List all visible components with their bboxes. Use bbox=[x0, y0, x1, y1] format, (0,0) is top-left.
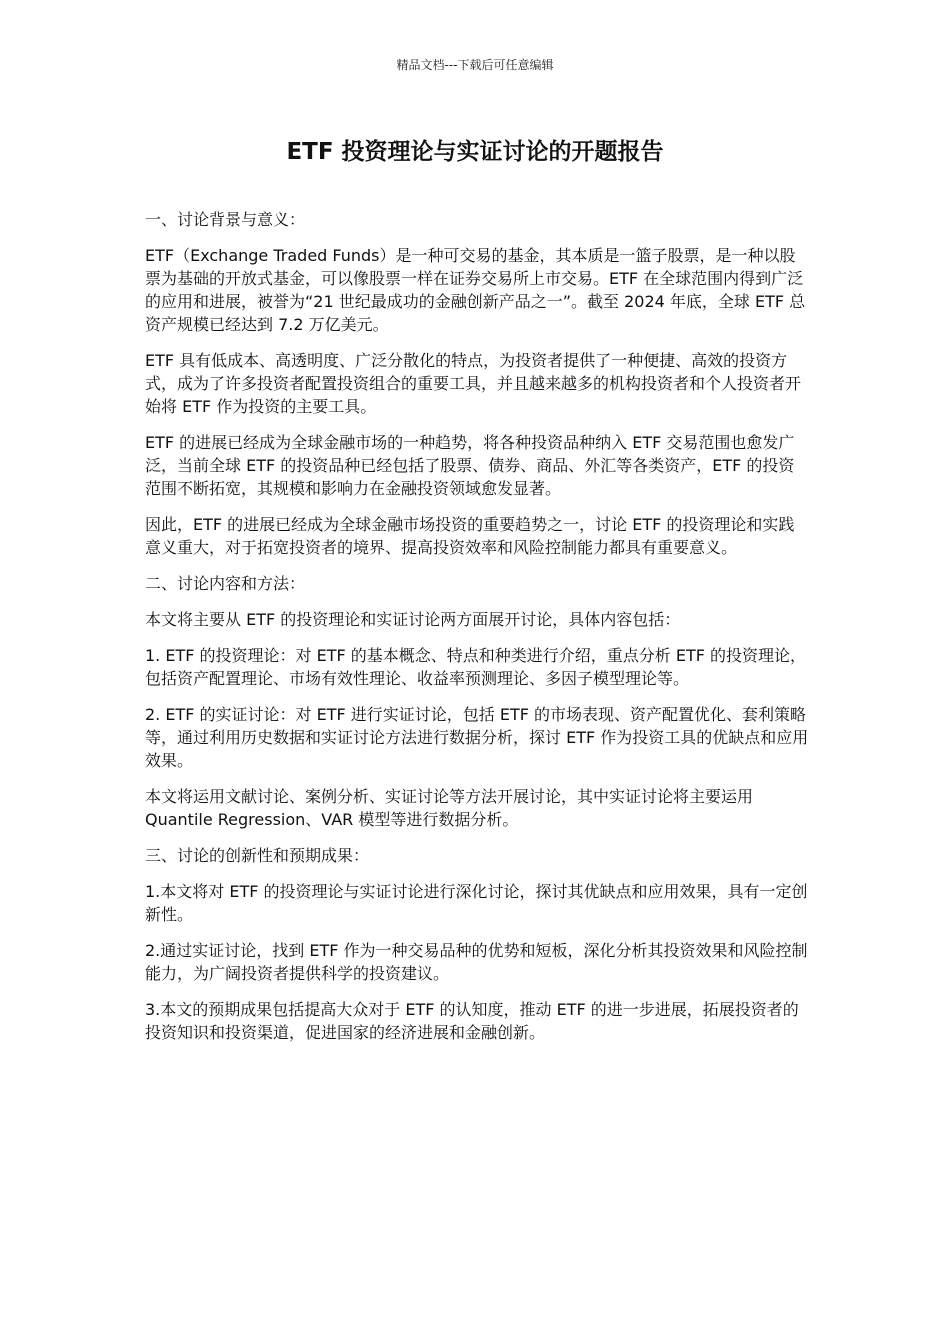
section-heading-background: 一、讨论背景与意义： bbox=[145, 210, 306, 229]
paragraph: 本文将主要从 ETF 的投资理论和实证讨论两方面展开讨论，具体内容包括： bbox=[145, 610, 681, 629]
section-heading-content-method: 二、讨论内容和方法： bbox=[145, 574, 306, 593]
paragraph: 本文将运用文献讨论、案例分析、实证讨论等方法开展讨论，其中实证讨论将主要运用 Quantile Regression、VAR 模型等进行数据分析。 bbox=[145, 787, 754, 829]
list-item: 2.通过实证讨论，找到 ETF 作为一种交易品种的优势和短板，深化分析其投资效果和风险控制能力，为广阔投资者提供科学的投资建议。 bbox=[145, 941, 808, 983]
document-body bbox=[145, 208, 810, 1057]
paragraph: ETF 的进展已经成为全球金融市场的一种趋势，将各种投资品种纳入 ETF 交易范围也愈发广泛，当前全球 ETF 的投资品种已经包括了股票、债券、商品、外汇等各类资产，ETF 的投资范围不断拓宽，其规模和影响力在金融投资领域愈发显著。 bbox=[145, 433, 795, 498]
section-heading-innovation: 三、讨论的创新性和预期成果： bbox=[145, 846, 370, 865]
paragraph: 因此，ETF 的进展已经成为全球金融市场投资的重要趋势之一，讨论 ETF 的投资理论和实践意义重大，对于拓宽投资者的境界、提高投资效率和风险控制能力都具有重要意义。 bbox=[145, 515, 795, 557]
header-note: 精品文档---下载后可任意编辑 bbox=[396, 58, 554, 72]
paragraph: ETF 具有低成本、高透明度、广泛分散化的特点，为投资者提供了一种便捷、高效的投资方式，成为了许多投资者配置投资组合的重要工具，并且越来越多的机构投资者和个人投资者开始将 ETF 作为投资的主要工具。 bbox=[145, 351, 802, 416]
list-item: 1.本文将对 ETF 的投资理论与实证讨论进行深化讨论，探讨其优缺点和应用效果，具有一定创新性。 bbox=[145, 882, 808, 924]
list-item: 2. ETF 的实证讨论：对 ETF 进行实证讨论，包括 ETF 的市场表现、资产配置优化、套利策略等，通过利用历史数据和实证讨论方法进行数据分析，探讨 ETF 作为投资工具的优缺点和应用效果。 bbox=[145, 705, 809, 770]
list-item: 1. ETF 的投资理论：对 ETF 的基本概念、特点和种类进行介绍，重点分析 ETF 的投资理论，包括资产配置理论、市场有效性理论、收益率预测理论、多因子模型理论等。 bbox=[145, 646, 807, 688]
document-title: ETF 投资理论与实证讨论的开题报告 bbox=[286, 139, 664, 165]
list-item: 3.本文的预期成果包括提高大众对于 ETF 的认知度，推动 ETF 的进一步进展，拓展投资者的投资知识和投资渠道，促进国家的经济进展和金融创新。 bbox=[145, 1000, 799, 1042]
paragraph: ETF（Exchange Traded Funds）是一种可交易的基金，其本质是一篮子股票，是一种以股票为基础的开放式基金，可以像股票一样在证券交易所上市交易。ETF 在全球范围内得到广泛的应用和进展，被誉为“21 世纪最成功的金融创新产品之一”。截至 2024 年底，全球 ETF 总资产规模已经达到 7.2 万亿美元。 bbox=[145, 246, 806, 334]
